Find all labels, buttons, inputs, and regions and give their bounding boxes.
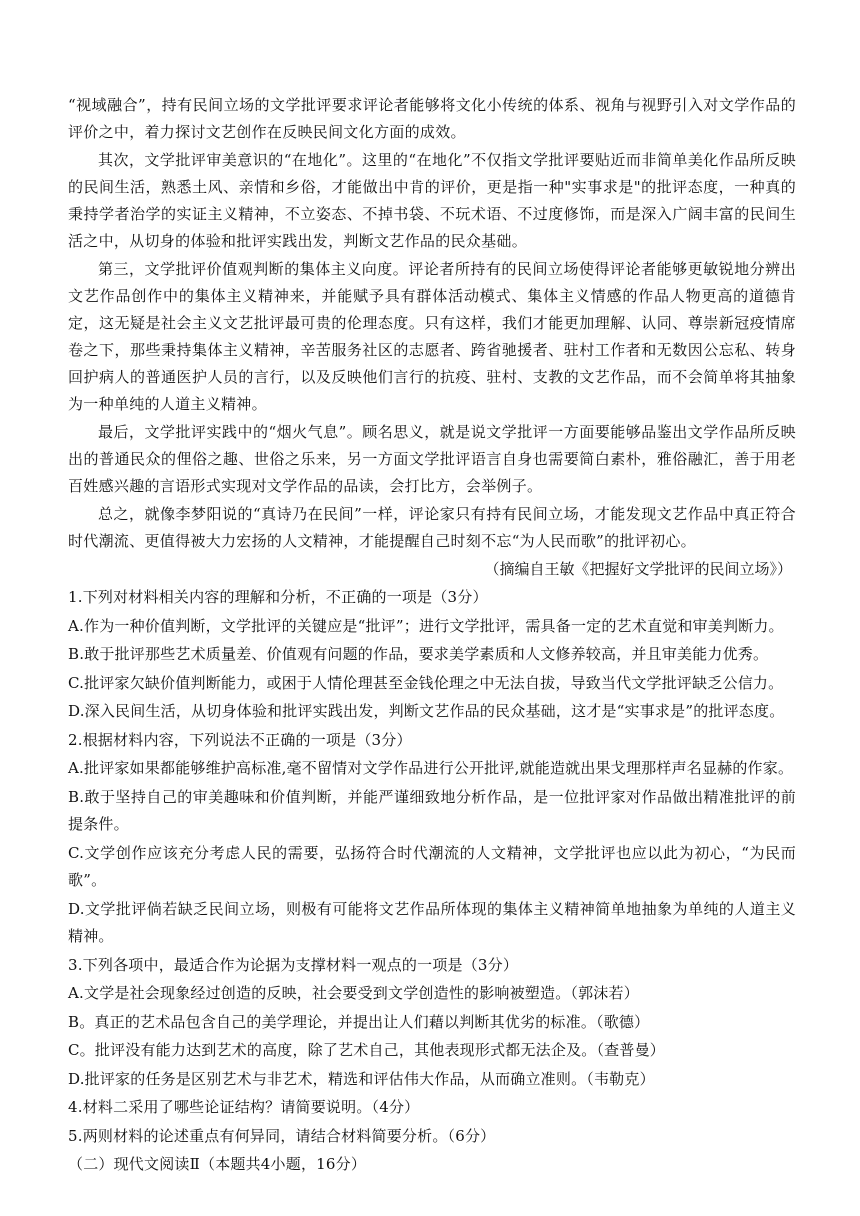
option-c: C。批评没有能力达到艺术的高度，除了艺术自己，其他表现形式都无法企及。（查普曼） [68, 1041, 665, 1059]
question-5 [68, 1123, 796, 1151]
option-b: B。真正的艺术品包含自己的美学理论，并提出让人们藉以判断其优劣的标准。（歌德） [68, 1012, 650, 1031]
question-stem: 5.两则材料的论述重点有何异同，请结合材料简要分析。（6分） [68, 1126, 496, 1145]
question-stem: 3.下列各项中，最适合作为论据为支撑材料一观点的一项是（3分） [68, 955, 519, 974]
question-stem: 2.根据材料内容，下列说法不正确的一项是（3分） [68, 730, 412, 749]
passage-paragraph-5: 总之，就像李梦阳说的“真诗乃在民间”一样，评论家只有持有民间立场，才能发现文艺作品中真正符合时代潮流、更值得被大力宏扬的人文精神，才能提醒自己时刻不忘“为人民而歌”的批评初心。 [68, 505, 796, 550]
passage-paragraph-2: 其次，文学批评审美意识的“在地化”。这里的“在地化”不仅指文学批评要贴近而非简单美化作品所反映的民间生活，熟悉土风、亲情和乡俗，才能做出中肯的评价，更是指一种"实事求是"的批评态度，一种真的秉持学者治学的实证主义精神，不立姿态、不掉书袋、不玩术语、不过度修饰，而是深入广阔丰富的民间生活之中，从切身的体验和批评实践出发，判断文艺作品的民众基础。 [68, 151, 796, 250]
option-d: D.文学批评倘若缺乏民间立场，则极有可能将文艺作品所体现的集体主义精神简单地抽象为单纯的人道主义精神。 [68, 899, 796, 945]
question-2 [68, 727, 796, 951]
passage-paragraph-3: 第三，文学批评价值观判断的集体主义向度。评论者所持有的民间立场使得评论者能够更敏锐地分辨出文艺作品创作中的集体主义精神来，并能赋予具有群体活动模式、集体主义情感的作品人物更高的道德肯定，这无疑是社会主义文艺批评最可贵的伦理态度。只有这样，我们才能更加理解、认同、尊崇新冠疫情席卷之下，那些秉持集体主义精神，辛苦服务社区的志愿者、跨省驰援者、驻村工作者和无数因公忘私、转身回护病人的普通医护人员的言行，以及反映他们言行的抗疫、驻村、支教的文艺作品，而不会简单将其抽象为一种单纯的人道主义精神。 [68, 260, 796, 413]
question-1 [68, 584, 796, 726]
option-b: B.敢于批评那些艺术质量差、价值观有问题的作品，要求美学素质和人文修养较高，并且审美能力优秀。 [68, 645, 769, 663]
option-a: A.文学是社会现象经过创造的反映，社会要受到文学创造性的影响被塑造。（郭沫若） [68, 984, 639, 1002]
option-c: C.批评家欠缺价值判断能力，或困于人情伦理甚至金钱伦理之中无法自拔，导致当代文学批评缺乏公信力。 [68, 673, 784, 692]
passage-source: （摘编自王敏《把握好文学批评的民间立场》） [484, 560, 792, 578]
question-4 [68, 1094, 796, 1122]
section-heading: （二）现代文阅读Ⅱ（本题共4小题，16分） [68, 1155, 367, 1173]
option-a: A.批评家如果都能够维护高标准,毫不留情对文学作品进行公开批评,就能造就出果戈理那样声名显赫的作家。 [68, 759, 794, 777]
passage-paragraph-1: “视域融合”，持有民间立场的文学批评要求评论者能够将文化小传统的体系、视角与视野引入对文学作品的评价之中，着力探讨文艺创作在反映民间文化方面的成效。 [68, 96, 796, 141]
question-stem: 4.材料二采用了哪些论证结构？请简要说明。（4分） [68, 1098, 420, 1116]
passage-paragraph-4: 最后，文学批评实践中的“烟火气息”。顾名思义，就是说文学批评一方面要能够品鉴出文学作品所反映出的普通民众的俚俗之趣、世俗之乐来，另一方面文学批评语言自身也需要简白素朴，雅俗融汇，善于用老百姓感兴趣的言语形式实现对文学作品的品读，会打比方，会举例子。 [68, 423, 796, 495]
option-d: D.批评家的任务是区别艺术与非艺术，精选和评估伟大作品，从而确立准则。（韦勒克） [68, 1069, 655, 1088]
option-a: A.作为一种价值判断，文学批评的关键应是“批评”；进行文学批评，需具备一定的艺术直觉和审美判断力。 [68, 616, 784, 635]
option-b: B.敢于坚持自己的审美趣味和价值判断，并能严谨细致地分析作品，是一位批评家对作品做出精准批评的前提条件。 [68, 787, 796, 833]
option-d: D.深入民间生活，从切身体验和批评实践出发，判断文艺作品的民众基础，这才是“实事求是”的批评态度。 [68, 702, 785, 720]
passage [68, 92, 796, 583]
question-stem: 1.下列对材料相关内容的理解和分析，不正确的一项是（3分） [68, 588, 488, 606]
question-3 [68, 952, 796, 1094]
option-c: C.文学创作应该充分考虑人民的需要，弘扬符合时代潮流的人文精神，文学批评也应以此为初心，“为民而歌”。 [68, 843, 796, 889]
